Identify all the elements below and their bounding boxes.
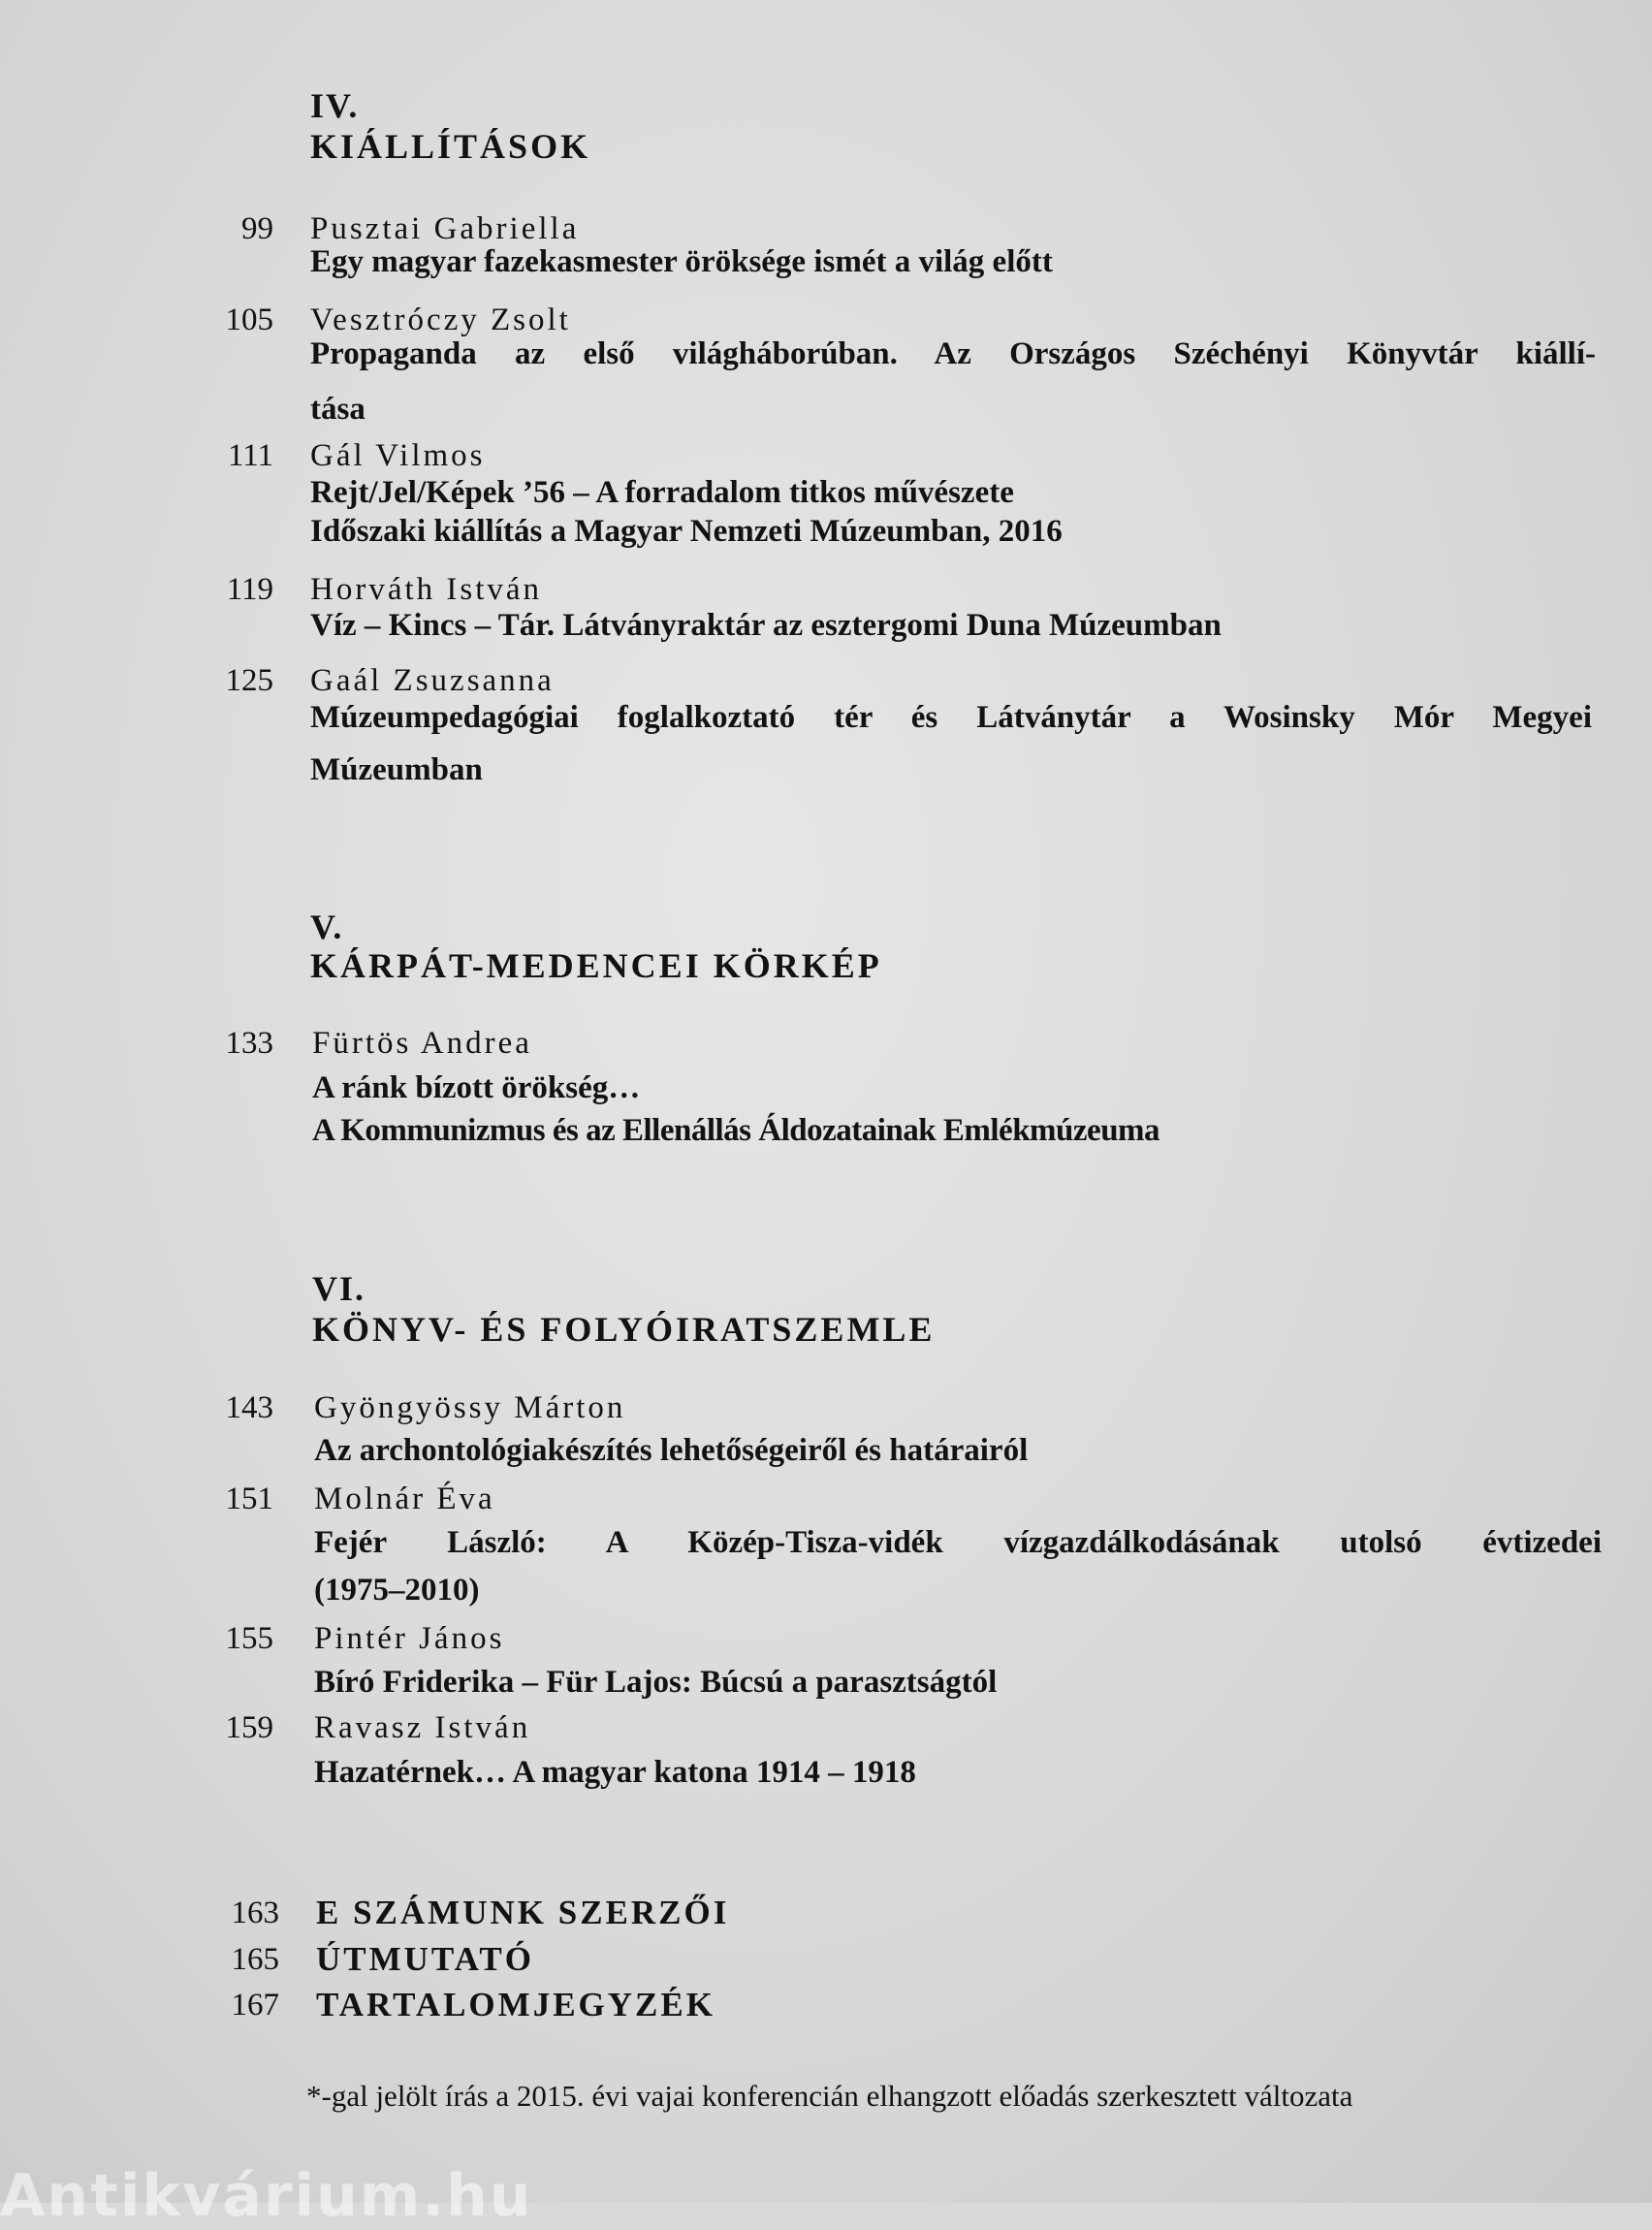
toc-page-number: 105 xyxy=(225,303,273,337)
toc-page-number: 99 xyxy=(241,211,273,246)
toc-page-number: 125 xyxy=(225,663,273,698)
toc-title: Hazatérnek… A magyar katona 1914 – 1918 xyxy=(314,1755,916,1790)
toc-title: A ránk bízott örökség… xyxy=(312,1070,641,1105)
toc-subtitle: Időszaki kiállítás a Magyar Nemzeti Múzeumban, 2016 xyxy=(310,514,1063,549)
toc-subtitle: A Kommunizmus és az Ellenállás Áldozatainak Emlékmúzeuma xyxy=(312,1113,1160,1148)
toc-title: Fejér László: A Közép-Tisza-vidék vízgazdálkodásának utolsó évtizedei xyxy=(314,1525,1602,1560)
toc-title: Egy magyar fazekasmester öröksége ismét a világ előtt xyxy=(310,244,1053,279)
toc-page-number: 133 xyxy=(225,1026,273,1061)
section-5-title: KÁRPÁT-MEDENCEI KÖRKÉP xyxy=(310,946,882,985)
toc-author: Horváth István xyxy=(310,572,543,607)
toc-page-number: 151 xyxy=(225,1481,273,1516)
toc-page-number: 155 xyxy=(225,1621,273,1656)
toc-closing-title: TARTALOMJEGYZÉK xyxy=(316,1986,715,2023)
section-6-number: VI. xyxy=(312,1269,366,1308)
section-6-title: KÖNYV- ÉS FOLYÓIRATSZEMLE xyxy=(312,1310,936,1349)
toc-title-continued: (1975–2010) xyxy=(314,1573,480,1608)
toc-closing-title: E SZÁMUNK SZERZŐI xyxy=(316,1894,730,1931)
watermark: Antikvárium.hu xyxy=(0,2162,533,2230)
toc-author: Ravasz István xyxy=(314,1710,531,1745)
toc-author: Molnár Éva xyxy=(314,1481,495,1516)
section-5-number: V. xyxy=(310,908,344,946)
section-4-title: KIÁLLÍTÁSOK xyxy=(310,127,591,166)
toc-title: Bíró Friderika – Für Lajos: Búcsú a parasztságtól xyxy=(314,1665,998,1700)
toc-author: Pintér János xyxy=(314,1621,505,1656)
toc-page-number: 143 xyxy=(225,1390,273,1425)
toc-author: Fürtös Andrea xyxy=(312,1026,532,1061)
section-4-number: IV. xyxy=(310,86,360,125)
toc-title-continued: Múzeumban xyxy=(310,752,483,787)
toc-title-continued: tása xyxy=(310,392,365,427)
toc-page-number: 163 xyxy=(231,1896,279,1930)
toc-page-number: 159 xyxy=(225,1710,273,1745)
toc-page-number: 165 xyxy=(231,1942,279,1977)
toc-title: Az archontológiakészítés lehetőségeiről és határairól xyxy=(314,1433,1029,1468)
toc-title: Rejt/Jel/Képek ’56 – A forradalom titkos művészete xyxy=(310,475,1014,510)
toc-page-number: 167 xyxy=(231,1988,279,2023)
toc-page-number: 119 xyxy=(226,572,273,607)
toc-title: Múzeumpedagógiai foglalkoztató tér és Látványtár a Wosinsky Mór Megyei xyxy=(310,700,1592,735)
footnote: *-gal jelölt írás a 2015. évi vajai konferencián elhangzott előadás szerkesztett változata xyxy=(306,2079,1353,2113)
toc-author: Gál Vilmos xyxy=(310,438,486,473)
toc-title: Víz – Kincs – Tár. Látványraktár az esztergomi Duna Múzeumban xyxy=(310,608,1222,643)
toc-title: Propaganda az első világháborúban. Az Országos Széchényi Könyvtár kiállí- xyxy=(310,336,1596,371)
toc-author: Pusztai Gabriella xyxy=(310,211,580,246)
toc-author: Gaál Zsuzsanna xyxy=(310,663,555,698)
toc-author: Gyöngyössy Márton xyxy=(314,1390,626,1425)
toc-page-number: 111 xyxy=(227,438,273,473)
toc-author: Vesztróczy Zsolt xyxy=(310,303,571,337)
toc-closing-title: ÚTMUTATÓ xyxy=(316,1940,534,1978)
